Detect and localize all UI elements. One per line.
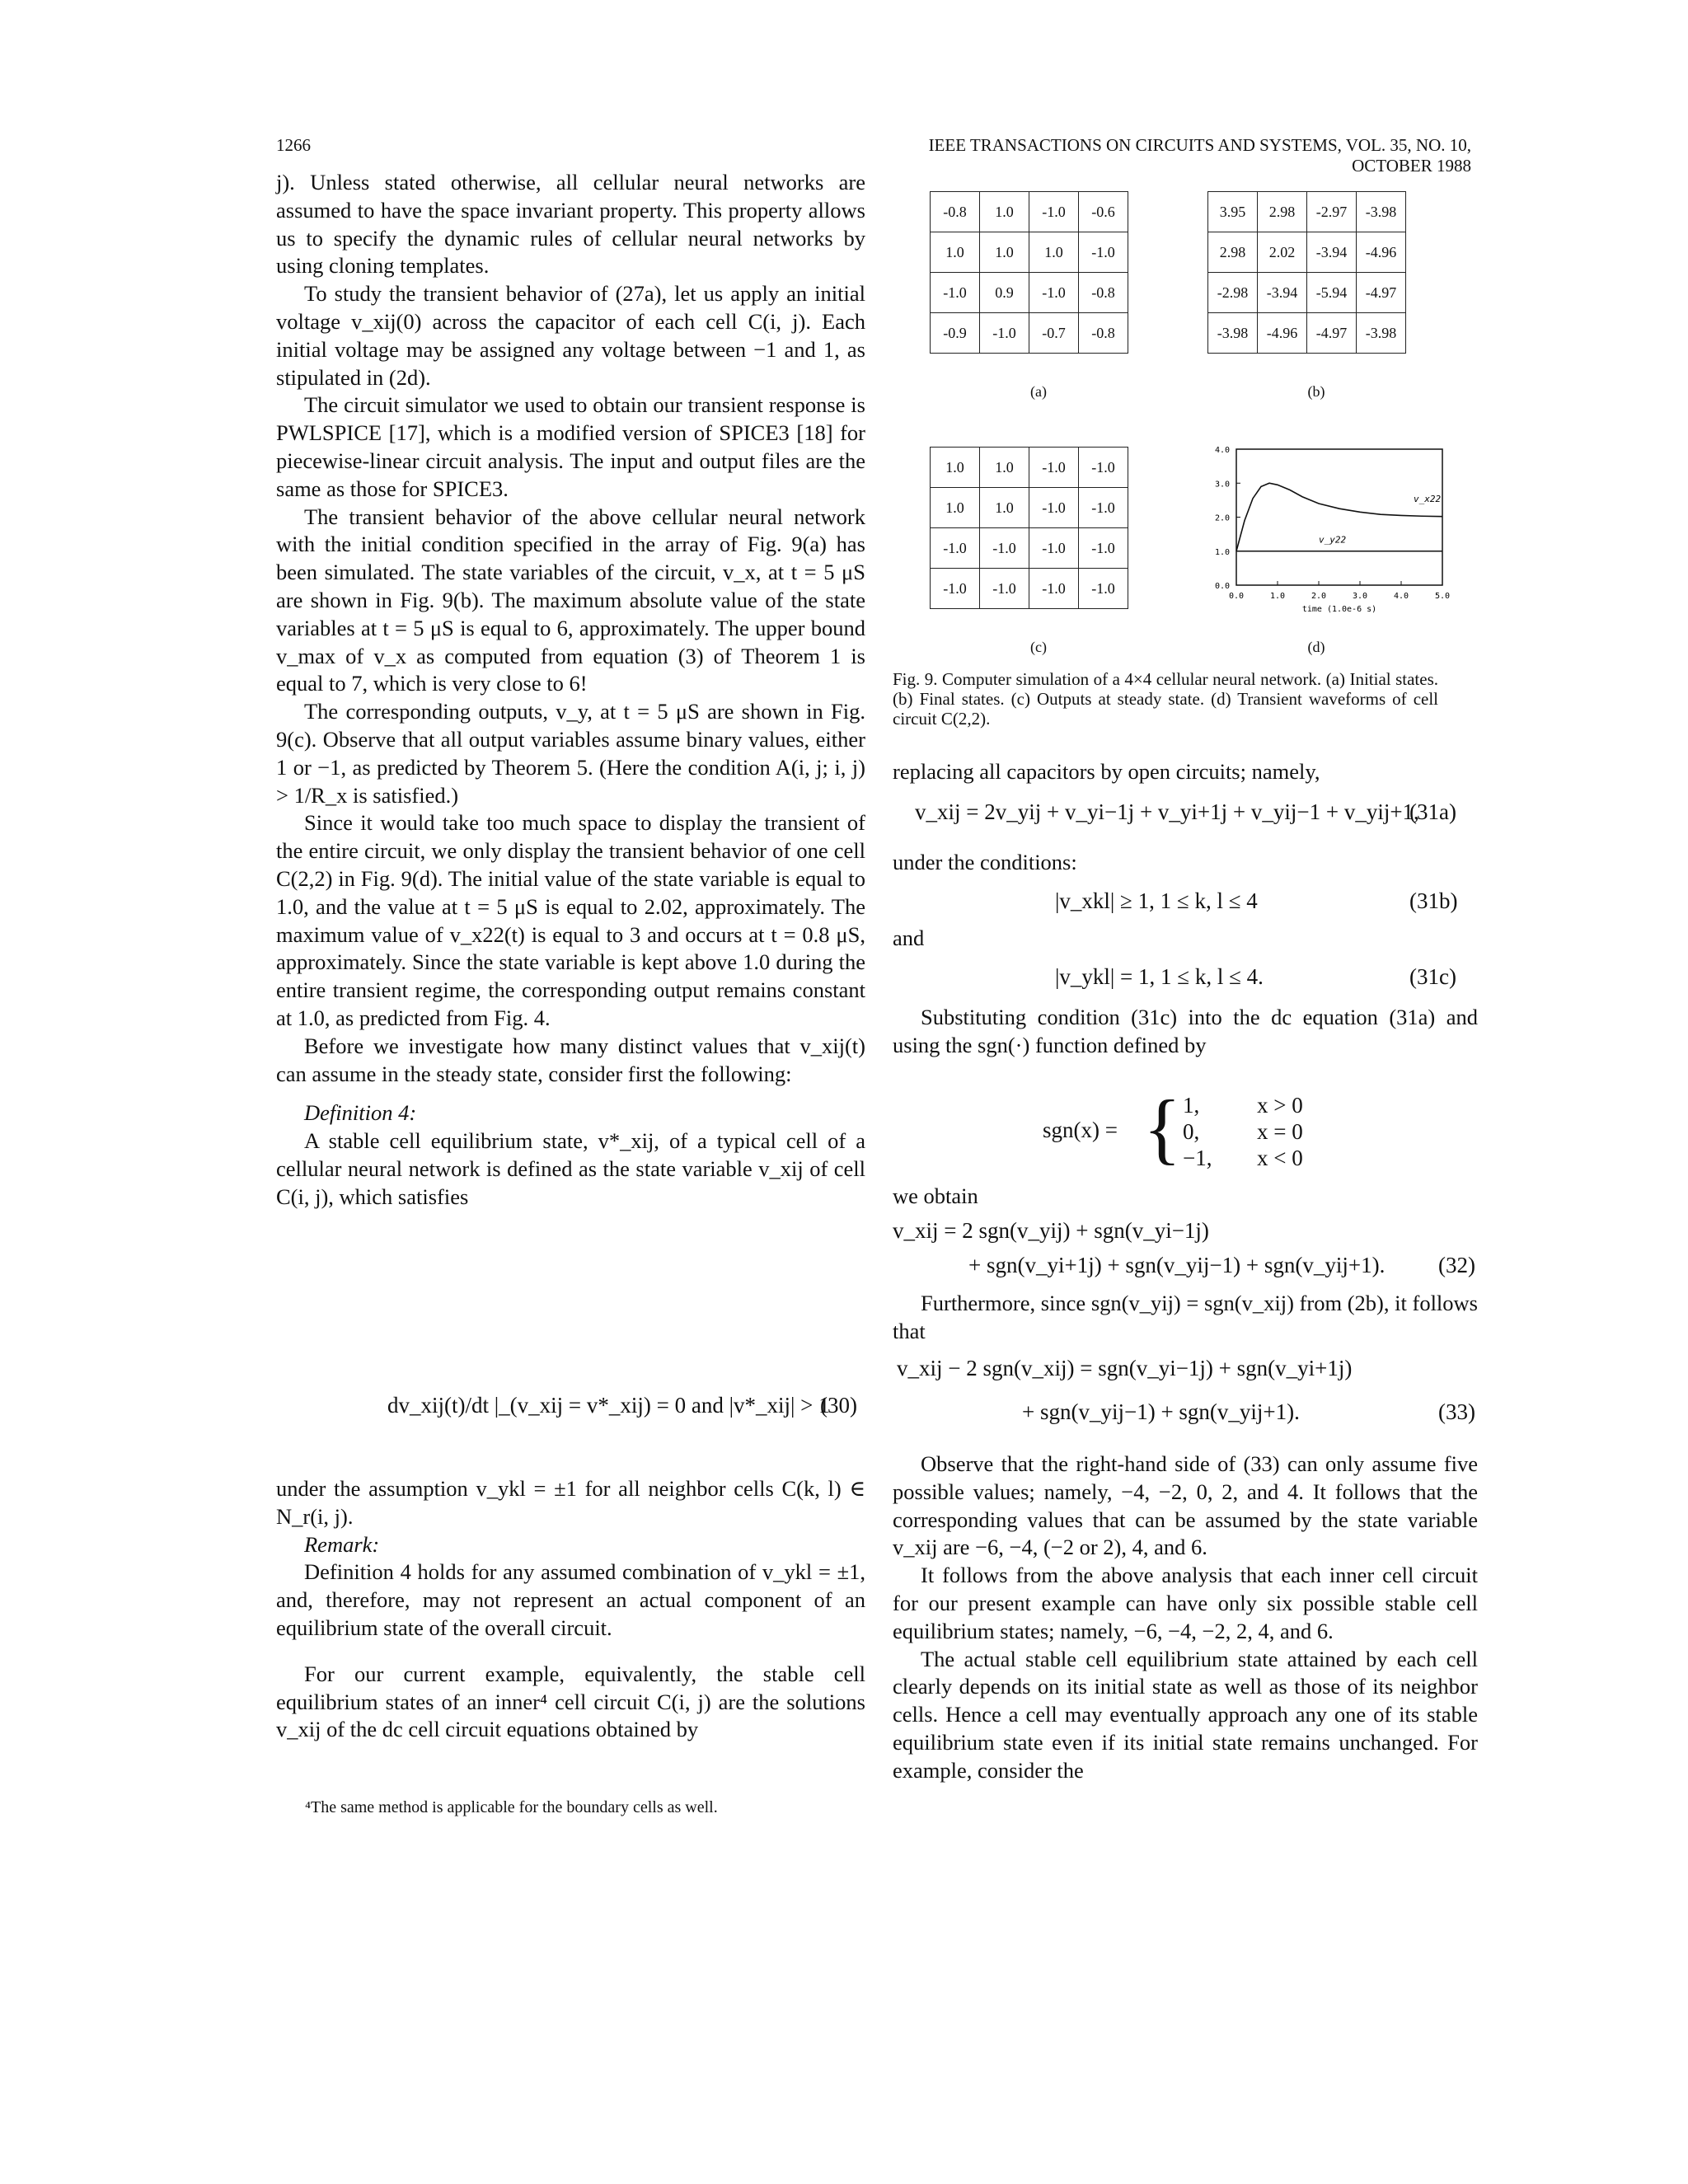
equation-30: dv_xij(t)/dt |_(v_xij = v*_xij) = 0 and |v*_xij| > 1	[387, 1393, 830, 1418]
plot-frame	[1236, 449, 1442, 585]
x-tick-label: 0.0	[1228, 592, 1245, 601]
sgn-condition: x < 0	[1257, 1146, 1303, 1170]
grid-cell: -4.97	[1357, 273, 1406, 313]
running-header: IEEE TRANSACTIONS ON CIRCUITS AND SYSTEMS, VOL. 35, NO. 10, OCTOBER 1988	[928, 135, 1471, 176]
x-tick-label: 2.0	[1311, 592, 1327, 601]
sgn-condition: x = 0	[1257, 1119, 1303, 1144]
sgn-value: 1,	[1183, 1093, 1200, 1118]
paragraph: under the assumption v_ykl = ±1 for all neighbor cells C(k, l) ∈ N_r(i, j).	[276, 1476, 865, 1529]
remark-title: Remark:	[304, 1531, 380, 1557]
grid-row	[931, 273, 1128, 313]
grid-cell: -3.98	[1208, 313, 1258, 354]
grid-cell: -0.8	[931, 192, 980, 232]
transient-chart	[1187, 437, 1459, 626]
x-tick-label: 1.0	[1269, 592, 1286, 601]
equation-32-line1: v_xij = 2 sgn(v_yij) + sgn(v_yi−1j)	[893, 1218, 1209, 1243]
grid-cell: -1.0	[1029, 448, 1079, 488]
sgn-case	[1183, 1145, 1397, 1171]
grid-cell: -1.0	[1079, 448, 1128, 488]
figure-caption: Fig. 9. Computer simulation of a 4×4 cellular neural network. (a) Initial states. (b) Final states. (c) Outputs at steady state. (d) Transient waveforms of cell circuit C(2,2).	[893, 669, 1438, 729]
grid-cell: -3.98	[1357, 192, 1406, 232]
grid-cell: -1.0	[1079, 232, 1128, 273]
right-column-lower	[893, 1451, 1478, 1785]
grid-cell: 1.0	[980, 448, 1029, 488]
y-tick-label: 0.0	[1214, 582, 1230, 591]
x-tick-label: 3.0	[1352, 592, 1368, 601]
sgn-value: 0,	[1183, 1119, 1200, 1144]
sgn-condition: x > 0	[1257, 1093, 1303, 1118]
grid-cell: 1.0	[980, 192, 1029, 232]
grid-c	[930, 447, 1128, 609]
grid-row	[931, 192, 1128, 232]
grid-row	[1208, 232, 1406, 273]
brace: {	[1143, 1084, 1182, 1172]
grid-cell: 1.0	[931, 488, 980, 528]
paragraph: j). Unless stated otherwise, all cellular neural networks are assumed to have the space invariant property. This property allows us to specify the dynamic rules of cellular neural networks by using cloning templates.	[276, 170, 865, 279]
grid-row	[1208, 273, 1406, 313]
right-text-2: Substituting condition (31c) into the dc equation (31a) and using the sgn(·) function defined by	[893, 1005, 1478, 1057]
grid-cell: -1.0	[1029, 528, 1079, 569]
paragraph: Since it would take too much space to display the transient of the entire circuit, we only display the transient behavior of one cell C(2,2) in Fig. 9(d). The initial value of the state variable is equal to 1.0, and the value at t = 5 μS is equal to 2.02, approximately. The maximum value of v_x22(t) is equal to 3 and occurs at t = 0.8 μS, approximately. Since the state variable is kept above 1.0 during the entire transient regime, the corresponding output remains constant at 1.0, as predicted from Fig. 4.	[276, 810, 865, 1030]
left-column	[276, 169, 865, 1211]
x-axis-label: time (1.0e-6 s)	[1301, 605, 1377, 614]
figure-label-a: (a)	[1030, 383, 1047, 400]
grid-b	[1207, 191, 1406, 354]
sgn-value: −1,	[1183, 1146, 1212, 1170]
grid-a	[930, 191, 1128, 354]
grid-cell: -1.0	[980, 569, 1029, 609]
grid-cell: -1.0	[1079, 528, 1128, 569]
grid-cell: -0.6	[1079, 192, 1128, 232]
paragraph: The transient behavior of the above cellular neural network with the initial condition specified in the array of Fig. 9(a) has been simulated. The state variables of the circuit, v_x, at t = 5 μS are shown in Fig. 9(b). The maximum absolute value of the state variables at t = 5 μS is equal to 6, approximately. The upper bound v_max of v_x as computed from equation (3) of Theorem 1 is equal to 7, which is very close to 6!	[276, 504, 865, 696]
grid-row	[931, 488, 1128, 528]
grid-cell: 2.02	[1258, 232, 1307, 273]
grid-cell: -4.96	[1258, 313, 1307, 354]
footnote: ⁴The same method is applicable for the boundary cells as well.	[305, 1798, 718, 1816]
paragraph: It follows from the above analysis that each inner cell circuit for our present example can have only six possible stable cell equilibrium states; namely, −6, −4, −2, 2, 4, and 6.	[893, 1563, 1478, 1643]
grid-cell: -1.0	[931, 273, 980, 313]
grid-cell: -4.96	[1357, 232, 1406, 273]
grid-cell: 1.0	[1029, 232, 1079, 273]
grid-cell: -3.94	[1258, 273, 1307, 313]
sgn-lhs: sgn(x) =	[1043, 1118, 1118, 1142]
grid-cell: -0.8	[1079, 313, 1128, 354]
grid-cell: -4.97	[1307, 313, 1357, 354]
equation-32-line2: + sgn(v_yi+1j) + sgn(v_yij−1) + sgn(v_yij+1).	[968, 1253, 1386, 1277]
page-number: 1266	[276, 135, 311, 155]
figure-label-c: (c)	[1030, 639, 1047, 655]
x-tick-label: 4.0	[1393, 592, 1409, 601]
grid-cell: -2.97	[1307, 192, 1357, 232]
grid-cell: -1.0	[1029, 192, 1079, 232]
definition-title: Definition 4:	[304, 1100, 417, 1126]
equation-number: (33)	[1438, 1399, 1475, 1424]
series-label: v_x22	[1414, 493, 1442, 504]
grid-row	[1208, 192, 1406, 232]
grid-row	[931, 448, 1128, 488]
grid-cell: -1.0	[1029, 273, 1079, 313]
y-tick-label: 2.0	[1214, 513, 1230, 523]
sgn-case	[1183, 1118, 1397, 1145]
grid-cell: -5.94	[1307, 273, 1357, 313]
grid-cell: 2.98	[1208, 232, 1258, 273]
grid-cell: -1.0	[1029, 569, 1079, 609]
grid-row	[931, 232, 1128, 273]
grid-cell: 1.0	[980, 488, 1029, 528]
remark-text: Definition 4 holds for any assumed combination of v_ykl = ±1, and, therefore, may not represent an actual component of an equilibrium state of the overall circuit.	[276, 1559, 865, 1640]
series-label: v_y22	[1319, 534, 1347, 546]
figure-label-d: (d)	[1307, 639, 1325, 655]
paragraph: The actual stable cell equilibrium state attained by each cell clearly depends on its initial state as well as those of its neighbor cells. Hence a cell may eventually approach any one of its stable equilibrium state even if its initial state remains unchanged. For example, consider the	[893, 1646, 1478, 1783]
grid-cell: -1.0	[980, 528, 1029, 569]
grid-cell: 1.0	[931, 448, 980, 488]
grid-cell: 0.9	[980, 273, 1029, 313]
paragraph: For our current example, equivalently, the stable cell equilibrium states of an inner⁴ cell circuit C(i, j) are the solutions v_xij of the dc cell circuit equations obtained by	[276, 1661, 865, 1742]
grid-cell: -1.0	[1079, 488, 1128, 528]
grid-cell: -3.98	[1357, 313, 1406, 354]
right-text-and: and	[893, 926, 925, 950]
equation-31b: |v_xkl| ≥ 1, 1 ≤ k, l ≤ 4	[1055, 888, 1258, 913]
grid-cell: -3.94	[1307, 232, 1357, 273]
paragraph: Observe that the right-hand side of (33) can only assume five possible values; namely, −4, −2, 0, 2, and 4. It follows that the corresponding values that can be assumed by the state variable v_xij are −6, −4, (−2 or 2), 4, and 6.	[893, 1451, 1478, 1560]
right-text-we-obtain: we obtain	[893, 1183, 978, 1208]
grid-cell: -1.0	[1079, 569, 1128, 609]
x-tick-label: 5.0	[1434, 592, 1451, 601]
equation-33-line2: + sgn(v_yij−1) + sgn(v_yij+1).	[1022, 1399, 1300, 1424]
grid-cell: -0.7	[1029, 313, 1079, 354]
grid-cell: -0.9	[931, 313, 980, 354]
equation-number: (30)	[820, 1393, 857, 1418]
grid-cell: -0.8	[1079, 273, 1128, 313]
grid-cell: -2.98	[1208, 273, 1258, 313]
grid-row	[931, 313, 1128, 354]
equation-number: (31c)	[1409, 964, 1456, 989]
equation-33-line1: v_xij − 2 sgn(v_xij) = sgn(v_yi−1j) + sgn(v_yi+1j)	[897, 1356, 1353, 1380]
paragraph: The circuit simulator we used to obtain our transient response is PWLSPICE [17], which is a modified version of SPICE3 [18] for piecewise-linear circuit analysis. The input and output files are the same as those for SPICE3.	[276, 392, 865, 501]
grid-row	[931, 528, 1128, 569]
paragraph: The corresponding outputs, v_y, at t = 5 μS are shown in Fig. 9(c). Observe that all output variables assume binary values, either 1 or −1, as predicted by Theorem 5. (Here the condition A(i, j; i, j) > 1/R_x is satisfied.)	[276, 699, 865, 808]
grid-cell: 1.0	[931, 232, 980, 273]
figure-label-b: (b)	[1307, 383, 1325, 400]
left-column-lower	[276, 1475, 865, 1744]
right-text-under: under the conditions:	[893, 850, 1077, 874]
paragraph: Before we investigate how many distinct values that v_xij(t) can assume in the steady state, consider first the following:	[276, 1033, 865, 1086]
equation-31a: v_xij = 2v_yij + v_yi−1j + v_yi+1j + v_yij−1 + v_yij+1,	[915, 799, 1419, 824]
paragraph: To study the transient behavior of (27a), let us apply an initial voltage v_xij(0) across the capacitor of each cell C(i, j). Each initial voltage may be assigned any voltage between −1 and 1, as stipulated in (2d).	[276, 281, 865, 390]
grid-cell: -1.0	[931, 528, 980, 569]
right-text-1: replacing all capacitors by open circuits; namely,	[893, 759, 1320, 784]
y-tick-label: 4.0	[1214, 446, 1230, 455]
right-text-3: Furthermore, since sgn(v_yij) = sgn(v_xij) from (2b), it follows that	[893, 1291, 1478, 1343]
grid-row	[1208, 313, 1406, 354]
equation-number: (31a)	[1409, 799, 1456, 824]
definition-text: A stable cell equilibrium state, v*_xij, of a typical cell of a cellular neural network is defined as the state variable v_xij of cell C(i, j), which satisfies	[276, 1128, 865, 1209]
equation-31c: |v_ykl| = 1, 1 ≤ k, l ≤ 4.	[1055, 964, 1264, 989]
equation-number: (32)	[1438, 1253, 1475, 1277]
grid-row	[931, 569, 1128, 609]
y-tick-label: 3.0	[1214, 480, 1230, 490]
grid-cell: -1.0	[931, 569, 980, 609]
grid-cell: -1.0	[980, 313, 1029, 354]
y-tick-label: 1.0	[1214, 547, 1230, 557]
sgn-case	[1183, 1092, 1397, 1118]
grid-cell: 1.0	[980, 232, 1029, 273]
equation-number: (31b)	[1409, 888, 1458, 913]
grid-cell: 2.98	[1258, 192, 1307, 232]
grid-cell: -1.0	[1029, 488, 1079, 528]
grid-cell: 3.95	[1208, 192, 1258, 232]
